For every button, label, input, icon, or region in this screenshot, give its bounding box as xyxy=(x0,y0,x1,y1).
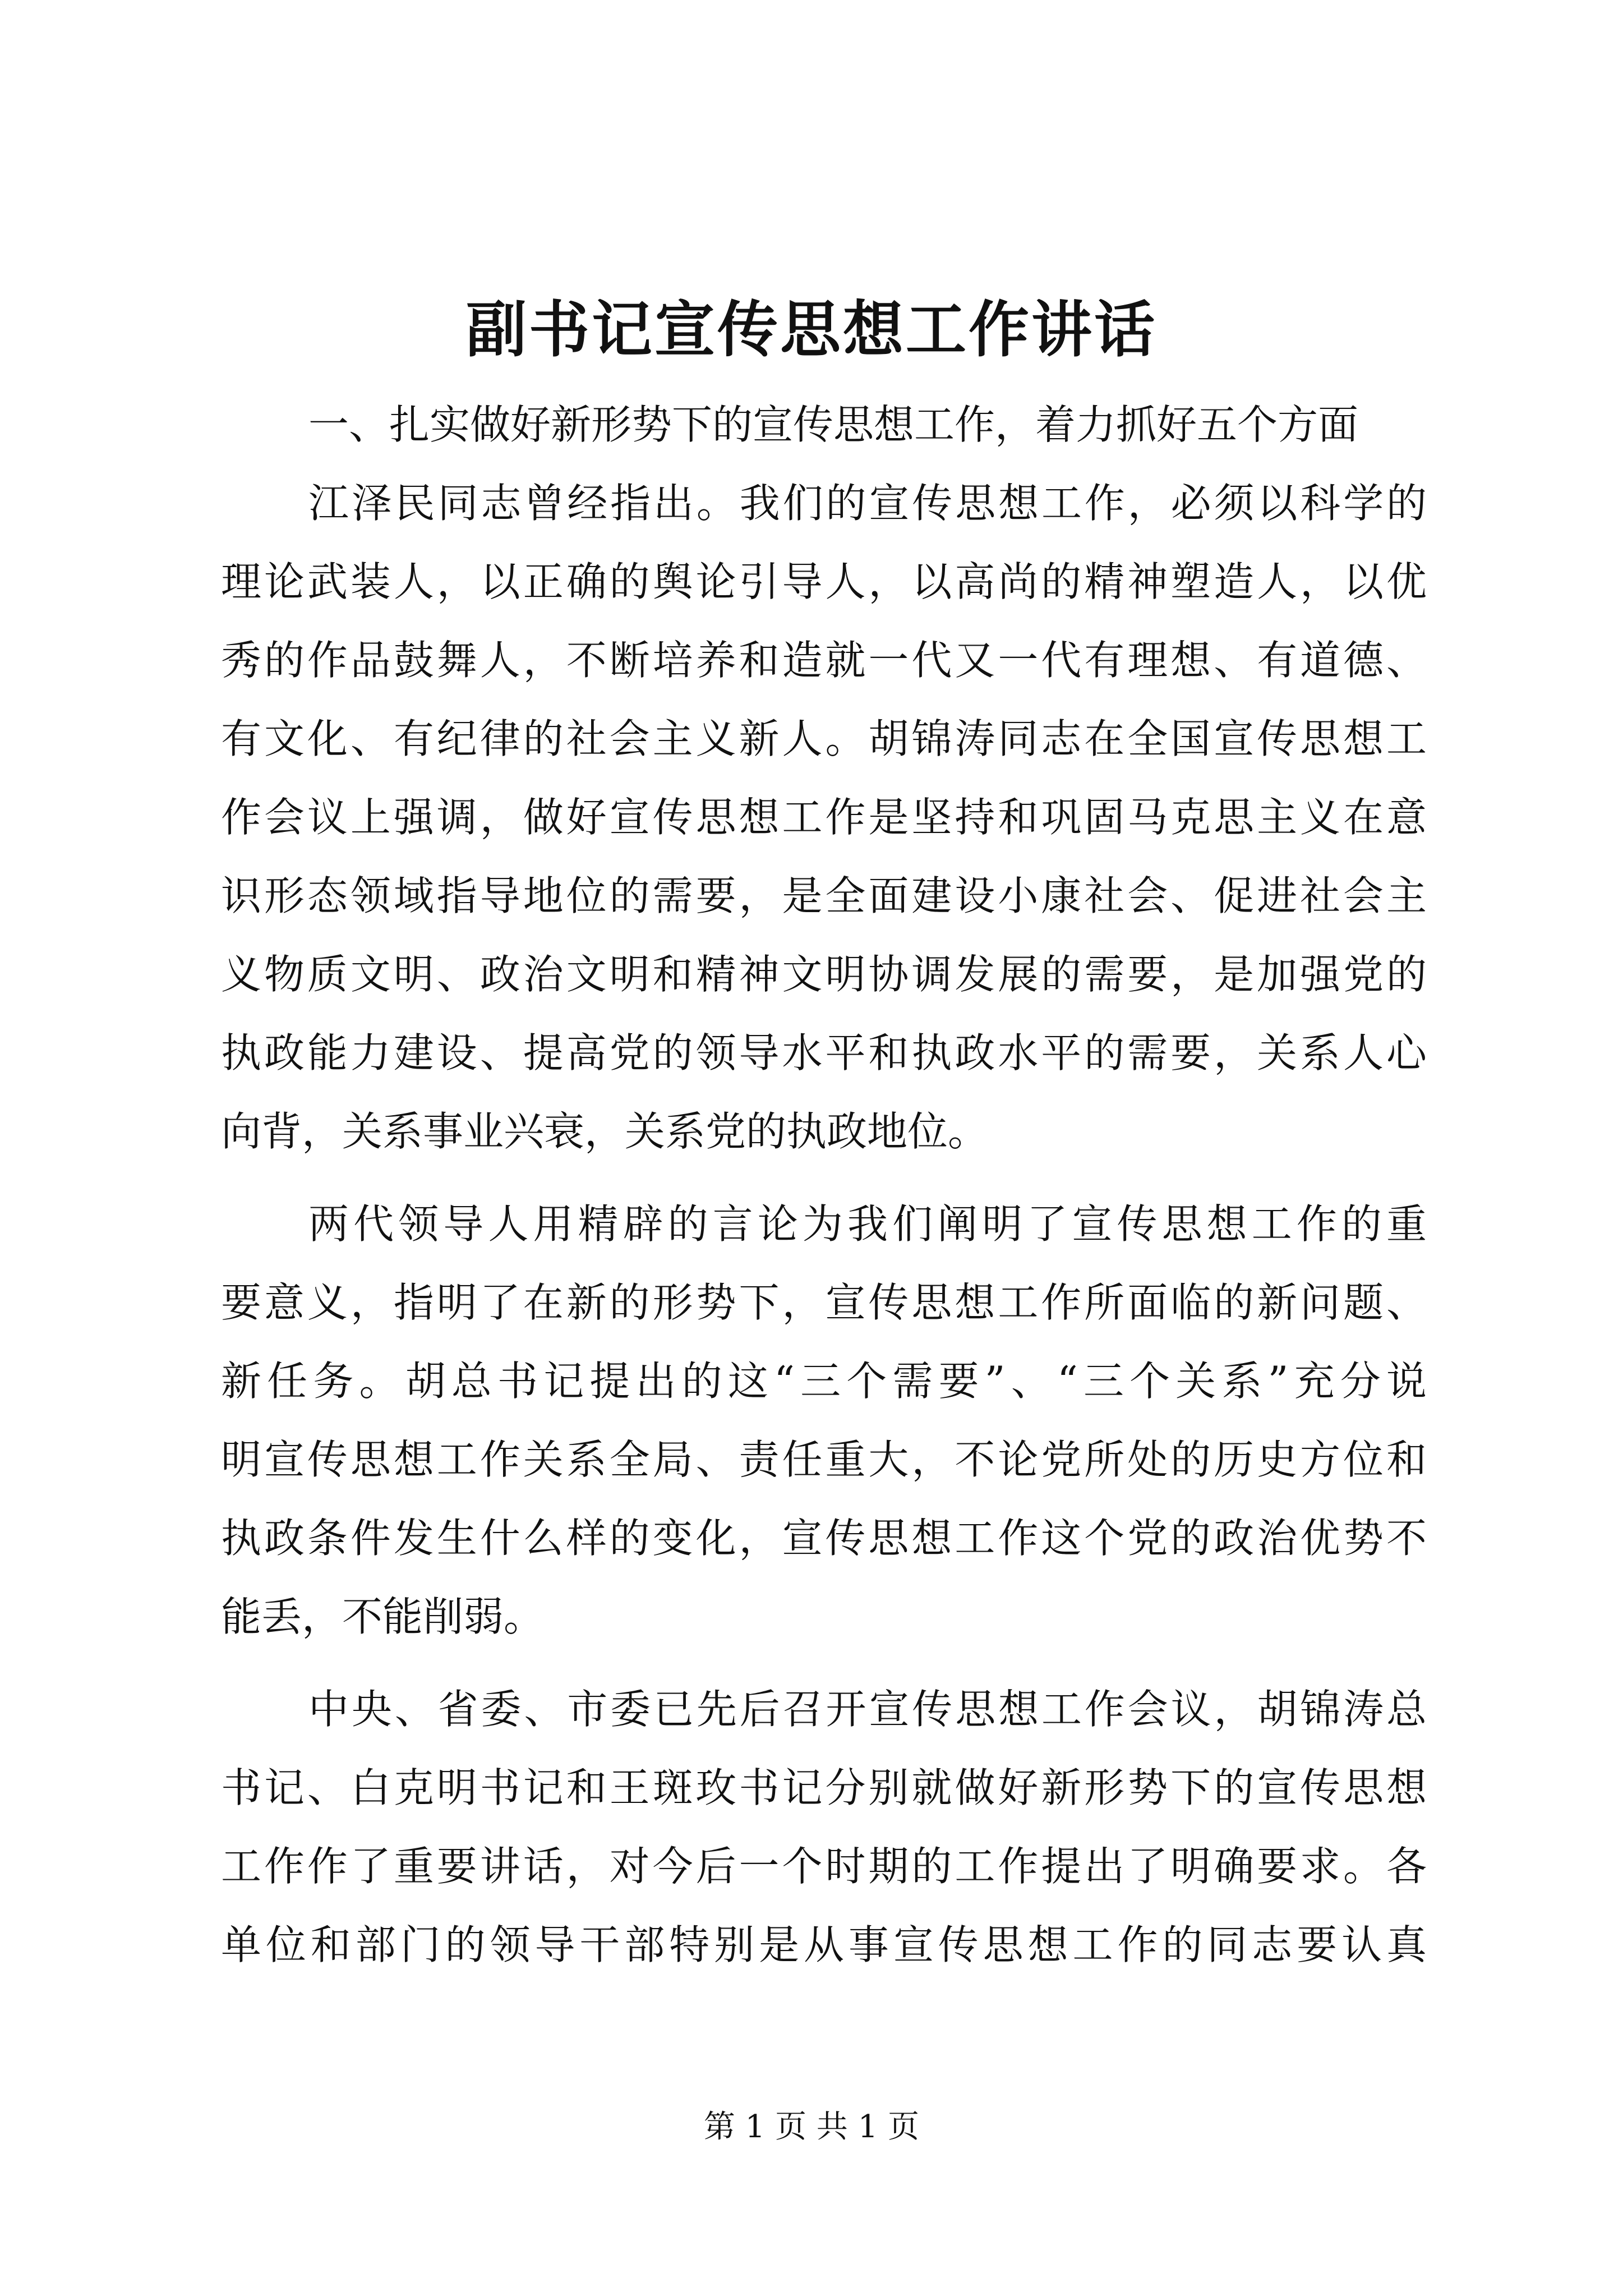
paragraph-line: 执政能力建设、提高党的领导水平和执政水平的需要，关系人心 xyxy=(221,1029,1427,1076)
paragraph-line: 新任务。胡总书记提出的这“三个需要”、“三个关系”充分说 xyxy=(221,1358,1427,1405)
paragraph-line: 能丢，不能削弱。 xyxy=(221,1593,545,1640)
paragraph-line: 书记、白克明书记和王斑玫书记分别就做好新形势下的宣传思想 xyxy=(221,1764,1427,1811)
page-number-footer: 第 1 页 共 1 页 xyxy=(703,2109,920,2145)
paragraph-line: 中央、省委、市委已先后召开宣传思想工作会议，胡锦涛总 xyxy=(308,1686,1427,1733)
paragraph-line: 要意义，指明了在新的形势下，宣传思想工作所面临的新问题、 xyxy=(221,1279,1427,1326)
paragraph-line: 江泽民同志曾经指出。我们的宣传思想工作，必须以科学的 xyxy=(308,480,1427,527)
paragraph-line: 识形态领域指导地位的需要，是全面建设小康社会、促进社会主 xyxy=(221,872,1427,919)
paragraph-line: 理论武装人，以正确的舆论引导人，以高尚的精神塑造人，以优 xyxy=(221,558,1427,605)
paragraph-line: 两代领导人用精辟的言论为我们阐明了宣传思想工作的重 xyxy=(308,1200,1427,1248)
paragraph-line: 向背，关系事业兴衰，关系党的执政地位。 xyxy=(221,1108,989,1155)
page-title: 副书记宣传思想工作讲话 xyxy=(465,295,1157,365)
paragraph-line: 作会议上强调，做好宣传思想工作是坚持和巩固马克思主义在意 xyxy=(221,794,1427,841)
paragraph-line: 一、扎实做好新形势下的宣传思想工作，着力抓好五个方面 xyxy=(308,401,1359,448)
paragraph-line: 有文化、有纪律的社会主义新人。胡锦涛同志在全国宣传思想工 xyxy=(221,715,1427,762)
paragraph-line: 执政条件发生什么样的变化，宣传思想工作这个党的政治优势不 xyxy=(221,1515,1427,1562)
paragraph-line: 义物质文明、政治文明和精神文明协调发展的需要，是加强党的 xyxy=(221,951,1427,998)
paragraph-line: 单位和部门的领导干部特别是从事宣传思想工作的同志要认真 xyxy=(221,1921,1427,1968)
paragraph-line: 明宣传思想工作关系全局、责任重大，不论党所处的历史方位和 xyxy=(221,1436,1427,1483)
paragraph-line: 工作作了重要讲话，对今后一个时期的工作提出了明确要求。各 xyxy=(221,1843,1427,1890)
paragraph-line: 秀的作品鼓舞人，不断培养和造就一代又一代有理想、有道德、 xyxy=(221,637,1427,684)
